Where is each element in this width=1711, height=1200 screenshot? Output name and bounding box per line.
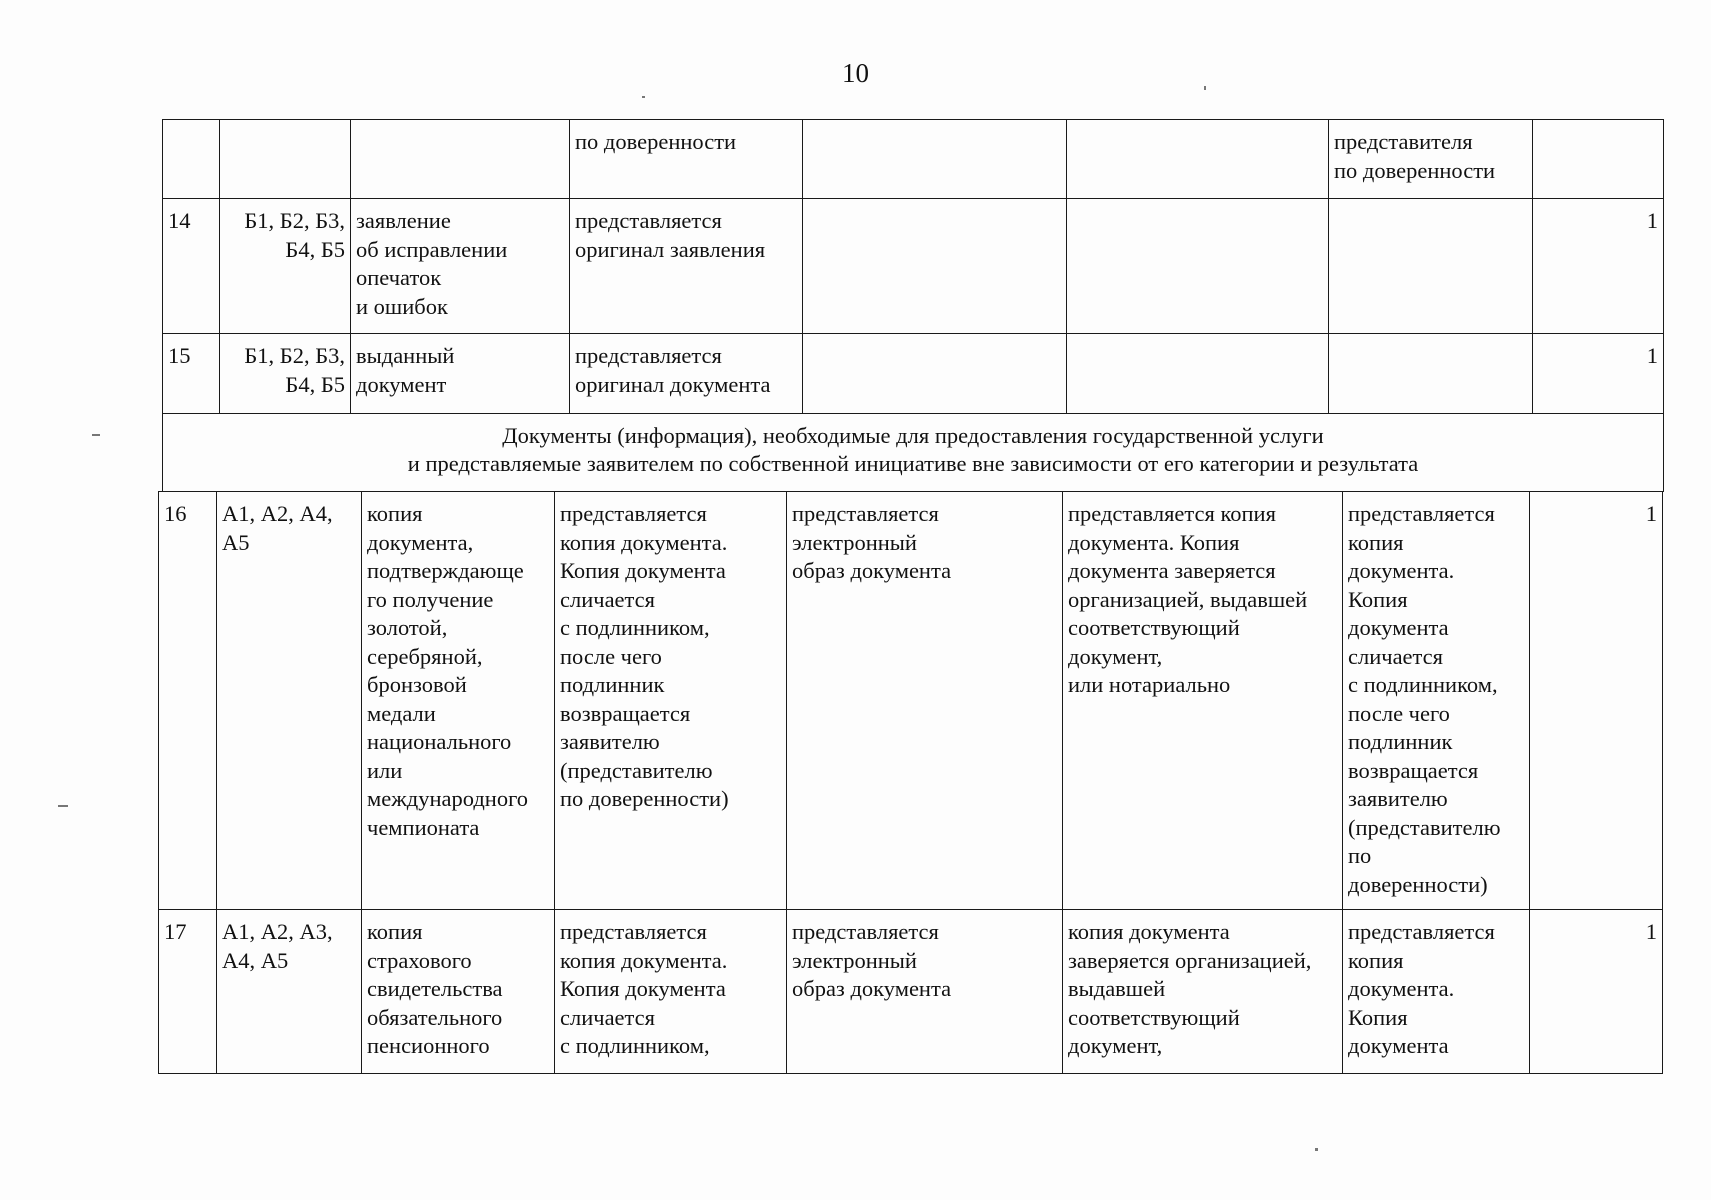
table-row xyxy=(163,334,1664,414)
table-upper-block xyxy=(162,119,1664,492)
scan-speck xyxy=(1204,86,1206,90)
category-codes-cell: Б1, Б2, Б3, Б4, Б5 xyxy=(220,199,351,334)
document-name-cell: выданный документ xyxy=(351,334,570,414)
document-name-cell: заявление об исправлении опечаток и ошибок xyxy=(351,199,570,334)
electronic-form-cell xyxy=(803,120,1067,199)
submission-requirement-cell: представляется копия документа. Копия документа сличается с подлинником, после чего подлинник возвращается заявителю (представителю по доверенности) xyxy=(555,492,787,910)
certification-cell: копия документа заверяется организацией, выдавшей соответствующий документ, xyxy=(1063,910,1343,1074)
row-number-cell: 14 xyxy=(163,199,220,334)
documents-table-lower xyxy=(158,491,1663,1074)
category-codes-cell: Б1, Б2, Б3, Б4, Б5 xyxy=(220,334,351,414)
certification-cell: представляется копия документа. Копия документа заверяется организацией, выдавшей соответствующий документ, или нотариально xyxy=(1063,492,1343,910)
row-number-cell xyxy=(163,120,220,199)
document-name-cell: копия страхового свидетельства обязательного пенсионного xyxy=(362,910,555,1074)
table-row xyxy=(159,910,1663,1074)
certification-note-cell: представляется копия документа. Копия документа xyxy=(1343,910,1530,1074)
quantity-cell xyxy=(1533,120,1664,199)
electronic-form-cell: представляется электронный образ документа xyxy=(787,492,1063,910)
submission-requirement-cell: представляется копия документа. Копия документа сличается с подлинником, xyxy=(555,910,787,1074)
row-number-cell: 15 xyxy=(163,334,220,414)
table-row xyxy=(159,492,1663,910)
submission-requirement-cell: по доверенности xyxy=(570,120,803,199)
submission-requirement-cell: представляется оригинал документа xyxy=(570,334,803,414)
section-header-row xyxy=(163,414,1664,492)
row-number-cell: 16 xyxy=(159,492,217,910)
certification-note-cell xyxy=(1329,199,1533,334)
scan-speck xyxy=(642,96,645,98)
scan-speck xyxy=(58,805,68,807)
certification-cell xyxy=(1067,120,1329,199)
documents-table-upper xyxy=(162,119,1664,492)
category-codes-cell: А1, А2, А3, А4, А5 xyxy=(217,910,362,1074)
quantity-cell: 1 xyxy=(1530,910,1663,1074)
table-lower-block xyxy=(158,491,1663,1074)
page-number: 10 xyxy=(842,58,869,88)
electronic-form-cell xyxy=(803,199,1067,334)
quantity-cell: 1 xyxy=(1530,492,1663,910)
document-name-cell: копия документа, подтверждающе го получение золотой, серебряной, бронзовой медали национального или международного чемпионата xyxy=(362,492,555,910)
certification-note-cell: представляется копия документа. Копия документа сличается с подлинником, после чего подлинник возвращается заявителю (представителю по доверенности) xyxy=(1343,492,1530,910)
electronic-form-cell xyxy=(803,334,1067,414)
quantity-cell: 1 xyxy=(1533,199,1664,334)
table-row xyxy=(163,120,1664,199)
section-header-line: и представляемые заявителем по собственной инициативе вне зависимости от его категории и результата xyxy=(407,451,1419,476)
category-codes-cell xyxy=(220,120,351,199)
scan-speck xyxy=(1315,1148,1318,1151)
electronic-form-cell: представляется электронный образ документа xyxy=(787,910,1063,1074)
row-number-cell: 17 xyxy=(159,910,217,1074)
certification-note-cell xyxy=(1329,334,1533,414)
document-name-cell xyxy=(351,120,570,199)
quantity-cell: 1 xyxy=(1533,334,1664,414)
submission-requirement-cell: представляется оригинал заявления xyxy=(570,199,803,334)
scan-speck xyxy=(92,434,100,436)
certification-cell xyxy=(1067,334,1329,414)
category-codes-cell: А1, А2, А4, А5 xyxy=(217,492,362,910)
certification-note-cell: представителя по доверенности xyxy=(1329,120,1533,199)
section-header-line: Документы (информация), необходимые для предоставления государственной услуги xyxy=(502,423,1324,448)
section-header-cell xyxy=(163,414,1664,492)
table-row xyxy=(163,199,1664,334)
certification-cell xyxy=(1067,199,1329,334)
